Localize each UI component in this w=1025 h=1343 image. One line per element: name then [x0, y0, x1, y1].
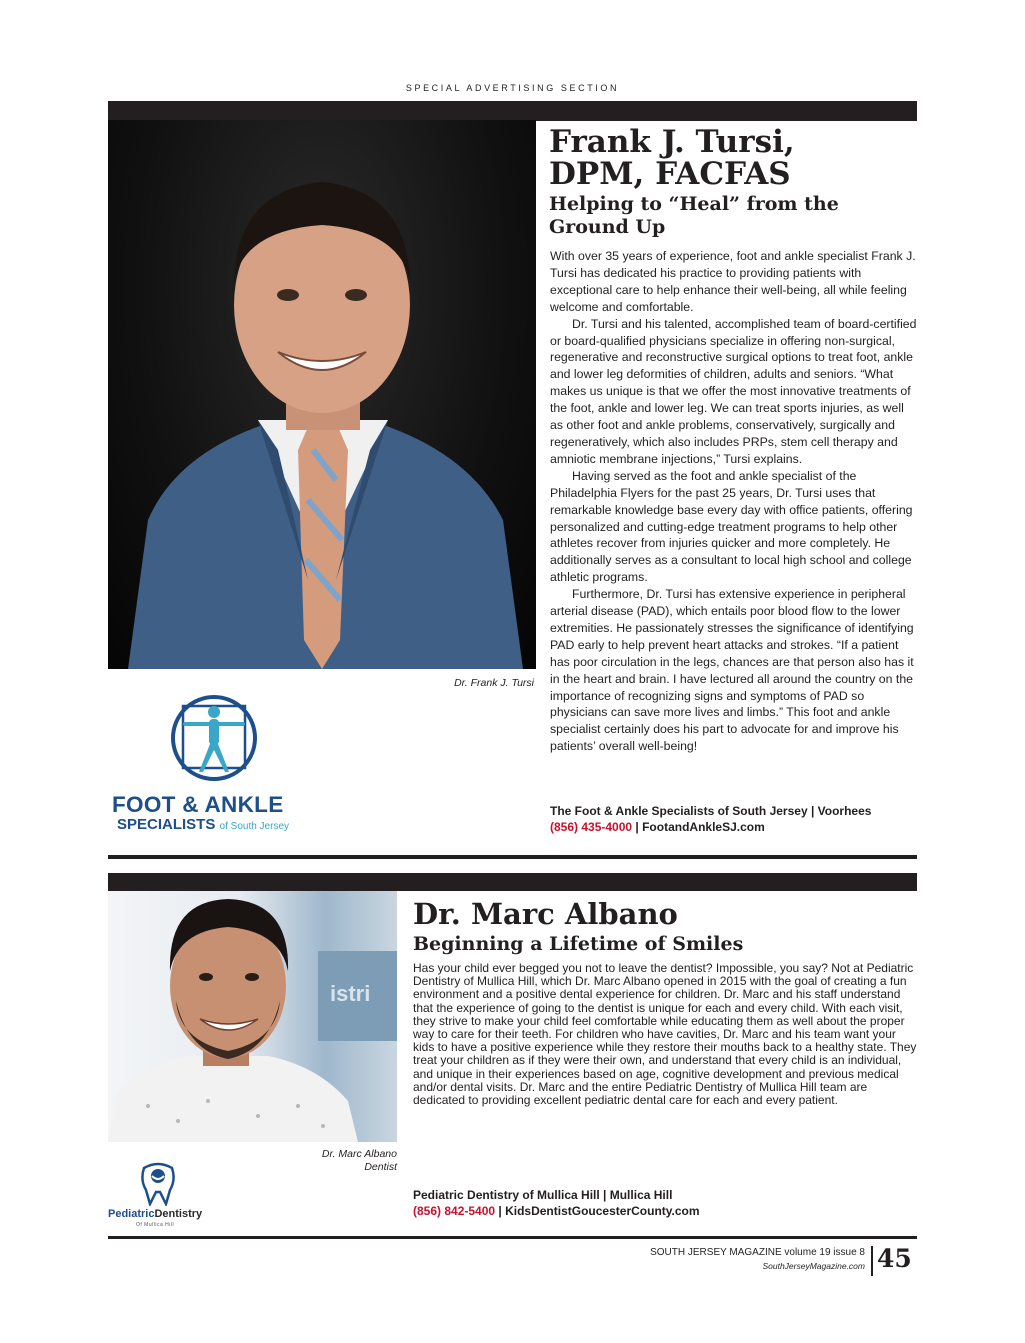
albano-caption-name: Dr. Marc Albano — [321, 1148, 397, 1160]
article1-phone[interactable]: (856) 435-4000 — [550, 820, 633, 834]
article1-subtitle-line2: Ground Up — [549, 216, 666, 238]
article2-top-rule — [108, 873, 917, 891]
article1-title-line1: Frank J. Tursi, — [549, 124, 795, 160]
logo-region: of South Jersey — [219, 821, 290, 832]
article1-contact — [550, 803, 918, 835]
tursi-photo-caption: Dr. Frank J. Tursi — [454, 677, 534, 689]
foot-ankle-logo-line1: FOOT & ANKLE — [112, 792, 284, 817]
article1-title-line2: DPM, FACFAS — [549, 156, 791, 192]
albano-photo-caption — [250, 1148, 397, 1174]
vitruvian-man-icon — [169, 692, 259, 784]
tursi-photo — [108, 120, 536, 669]
logo-word-pediatric: Pediatric — [108, 1208, 155, 1220]
pediatric-dentistry-wordmark — [108, 1208, 202, 1220]
page-number: 45 — [877, 1244, 912, 1273]
footer-rule — [108, 1236, 917, 1239]
albano-portrait-image — [108, 891, 397, 1142]
article1-paragraph: With over 35 years of experience, foot and ankle specialist Frank J. Tursi has dedicated his practice to providing patients with exceptional care to help enhance their well-being, all while feeling welcome and comfortable. — [550, 249, 916, 314]
pediatric-dentistry-sub: Of Mullica Hill — [136, 1222, 175, 1228]
article2-phone[interactable]: (856) 842-5400 — [413, 1204, 496, 1218]
top-rule — [108, 101, 917, 121]
section-divider — [108, 855, 917, 859]
article1-contact-line2 — [550, 819, 918, 835]
article1-subtitle-line1: Helping to “Heal” from the — [549, 193, 839, 215]
tursi-portrait-image — [108, 120, 536, 669]
article1-paragraph: Furthermore, Dr. Tursi has extensive experience in peripheral arterial disease (PAD), which entails poor blood flow to the lower extremities. He passionately stresses the significance of identifying PAD early to help prevent heart attacks and strokes. “If a patient has poor circulation in the legs, chances are that person also has it in the heart and brain. I have lectured all around the country on the importance of recognizing signs and symptoms of PAD so physicians can save more lives and limbs.” This foot and ankle specialist certainly does his part to advocate for and improve his patients’ overall well-being! — [550, 587, 914, 754]
article2-contact-name: Pediatric Dentistry of Mullica Hill | Mullica Hill — [413, 1188, 673, 1202]
logo-word-dentistry: Dentistry — [154, 1208, 203, 1220]
tooth-icon — [138, 1160, 178, 1206]
logo-specialists: SPECIALISTS — [117, 816, 216, 833]
article1-website[interactable]: | FootandAnkleSJ.com — [632, 820, 765, 834]
pediatric-dentistry-logo — [108, 1160, 218, 1230]
article2-body: Has your child ever begged you not to leave the dentist? Impossible, you say? Not at Pediatric Dentistry of Mullica Hill, which Dr. Marc Albano opened in 2015 with the goal of creating a fun environment and a positive dental experience for children. Dr. Marc and his staff understand that the experience of going to the dentist is unique for each and every child. With each visit, they strive to make your child feel comfortable while educating them as well about the proper way to care for their teeth. For children who have cavities, Dr. Marc and his team want your kids to have a positive experience while they restore their mouths back to a healthy state. They treat your children as if they were their own, and understand that every child is an individual, and unique in their experiences based on age, cognitive development and previous medical and/or dental visits. Dr. Marc and the entire Pediatric Dentistry of Mullica Hill team are dedicated to providing excellent pediatric dental care for each and every patient. — [413, 961, 917, 1108]
footer-url[interactable]: SouthJerseyMagazine.com — [762, 1261, 865, 1271]
footer-separator — [871, 1246, 873, 1276]
article2-title: Dr. Marc Albano — [413, 897, 678, 931]
article2-contact-line2 — [413, 1203, 918, 1219]
footer-magazine: SOUTH JERSEY MAGAZINE volume 19 issue 8 — [650, 1247, 865, 1258]
article1-paragraph: Having served as the foot and ankle specialist of the Philadelphia Flyers for the past 25 years, Dr. Tursi uses that remarkable knowledge base every day with office patients, offering personalized and cutting-edge treatment programs to help other athletes recover from injuries quicker and more completely. He additionally serves as a consultant to local high school and college athletic programs. — [550, 468, 913, 585]
foot-ankle-logo-line2 — [117, 816, 289, 833]
article1-contact-name: The Foot & Ankle Specialists of South Jersey | Voorhees — [550, 804, 872, 818]
albano-photo — [108, 891, 397, 1142]
article1-paragraph: Dr. Tursi and his talented, accomplished team of board-certified or board-qualified physicians specialize in offering non-surgical, regenerative and reconstructive surgical options to treat foot, ankle and lower leg deformities of children, adults and seniors. “What makes us unique is that we offer the most innovative treatments of the foot, ankle and lower leg. We can treat sports injuries, as well as other foot and ankle problems, conservatively, surgically and regeneratively, which also includes PRPs, stem cell therapy and amniotic membrane injections,” Tursi explains. — [550, 316, 917, 466]
foot-ankle-logo — [112, 692, 332, 837]
svg-text:istri: istri — [330, 981, 371, 1006]
albano-caption-role: Dentist — [364, 1161, 397, 1173]
article2-subtitle: Beginning a Lifetime of Smiles — [413, 933, 744, 955]
article1-body — [550, 248, 918, 755]
article2-contact — [413, 1187, 918, 1219]
article2-website[interactable]: | KidsDentistGoucesterCounty.com — [495, 1204, 700, 1218]
section-label: SPECIAL ADVERTISING SECTION — [405, 83, 620, 93]
